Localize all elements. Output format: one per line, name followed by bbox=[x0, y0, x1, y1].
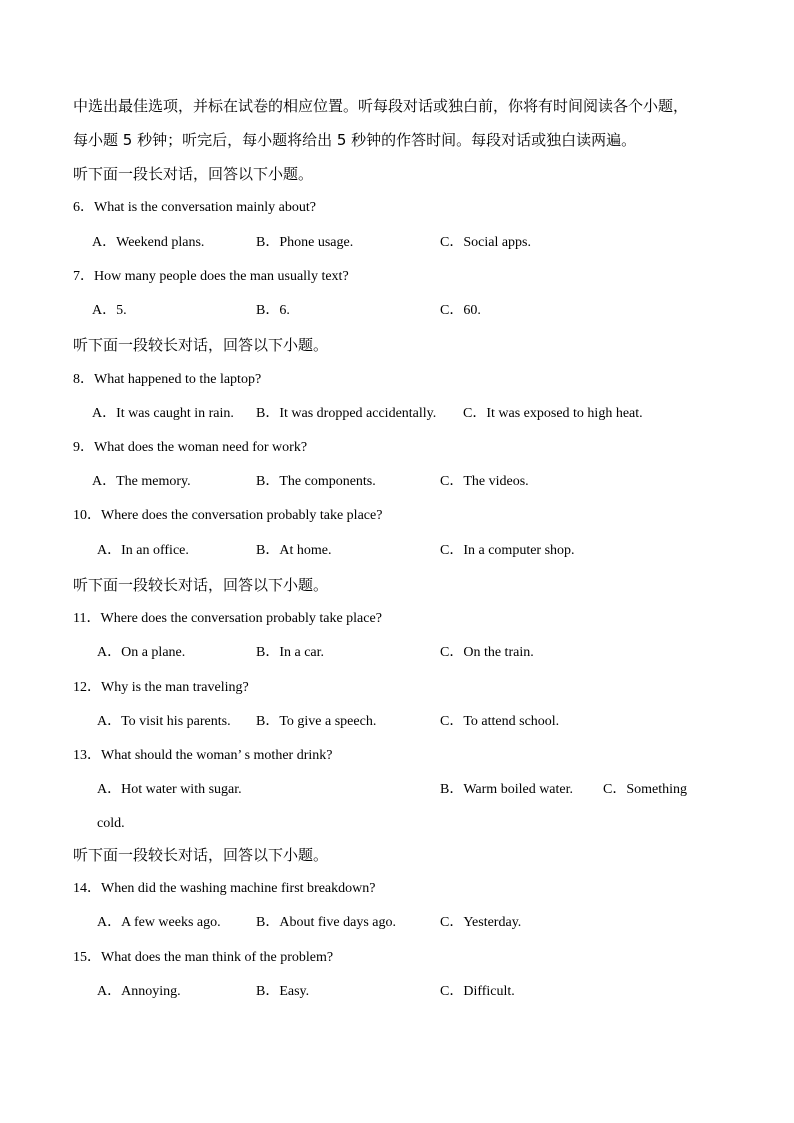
question-14-option-b: B．About five days ago. bbox=[256, 915, 396, 930]
question-12-option-b: B．To give a speech. bbox=[256, 714, 377, 729]
question-11-option-a: A．On a plane. bbox=[97, 645, 186, 660]
question-6-option-a: A．Weekend plans. bbox=[92, 235, 205, 250]
question-14-option-c: C．Yesterday. bbox=[440, 915, 522, 930]
question-13-option-a: A．Hot water with sugar. bbox=[97, 782, 242, 797]
intro-line-1: 中选出最佳选项，并标在试卷的相应位置。听每段对话或独白前，你将有时间阅读各个小题， bbox=[73, 97, 689, 115]
section-header-4: 听下面一段较长对话，回答以下小题。 bbox=[73, 846, 329, 864]
question-13-option-c-continued: cold. bbox=[97, 816, 125, 831]
question-11-option-c: C．On the train. bbox=[440, 645, 534, 660]
question-7-option-a: A．5. bbox=[92, 303, 127, 318]
question-11-option-b: B．In a car. bbox=[256, 645, 325, 660]
question-8-option-a: A．It was caught in rain. bbox=[92, 406, 234, 421]
question-7-option-c: C．60. bbox=[440, 303, 481, 318]
section-header-1: 听下面一段长对话，回答以下小题。 bbox=[73, 165, 314, 183]
question-9-stem: 9．What does the woman need for work? bbox=[73, 440, 308, 455]
question-10-stem: 10．Where does the conversation probably take place? bbox=[73, 508, 383, 523]
question-12-stem: 12．Why is the man traveling? bbox=[73, 680, 249, 695]
question-15-stem: 15．What does the man think of the problem? bbox=[73, 950, 334, 965]
question-13-option-b: B．Warm boiled water. bbox=[440, 782, 574, 797]
intro-line-2: 每小题 5 秒钟；听完后，每小题将给出 5 秒钟的作答时间。每段对话或独白读两遍。 bbox=[73, 131, 637, 149]
question-9-option-c: C．The videos. bbox=[440, 474, 529, 489]
question-8-option-b: B．It was dropped accidentally. bbox=[256, 406, 437, 421]
question-14-stem: 14．When did the washing machine first breakdown? bbox=[73, 881, 376, 896]
question-9-option-a: A．The memory. bbox=[92, 474, 191, 489]
question-6-option-b: B．Phone usage. bbox=[256, 235, 354, 250]
question-15-option-a: A．Annoying. bbox=[97, 984, 181, 999]
question-9-option-b: B．The components. bbox=[256, 474, 376, 489]
section-header-3: 听下面一段较长对话，回答以下小题。 bbox=[73, 576, 329, 594]
question-7-option-b: B．6. bbox=[256, 303, 290, 318]
question-7-stem: 7．How many people does the man usually text? bbox=[73, 269, 349, 284]
section-header-2: 听下面一段较长对话，回答以下小题。 bbox=[73, 336, 329, 354]
question-8-option-c: C．It was exposed to high heat. bbox=[463, 406, 643, 421]
question-14-option-a: A．A few weeks ago. bbox=[97, 915, 221, 930]
question-11-stem: 11．Where does the conversation probably take place? bbox=[73, 611, 382, 626]
question-10-option-c: C．In a computer shop. bbox=[440, 543, 575, 558]
question-12-option-a: A．To visit his parents. bbox=[97, 714, 231, 729]
question-13-option-c: C．Something bbox=[603, 782, 688, 797]
question-6-option-c: C．Social apps. bbox=[440, 235, 531, 250]
question-13-stem: 13．What should the woman’ s mother drink? bbox=[73, 748, 333, 763]
question-8-stem: 8．What happened to the laptop? bbox=[73, 372, 262, 387]
question-6-stem: 6．What is the conversation mainly about? bbox=[73, 200, 316, 215]
question-15-option-c: C．Difficult. bbox=[440, 984, 515, 999]
question-12-option-c: C．To attend school. bbox=[440, 714, 560, 729]
question-10-option-b: B．At home. bbox=[256, 543, 332, 558]
question-10-option-a: A．In an office. bbox=[97, 543, 189, 558]
question-15-option-b: B．Easy. bbox=[256, 984, 310, 999]
